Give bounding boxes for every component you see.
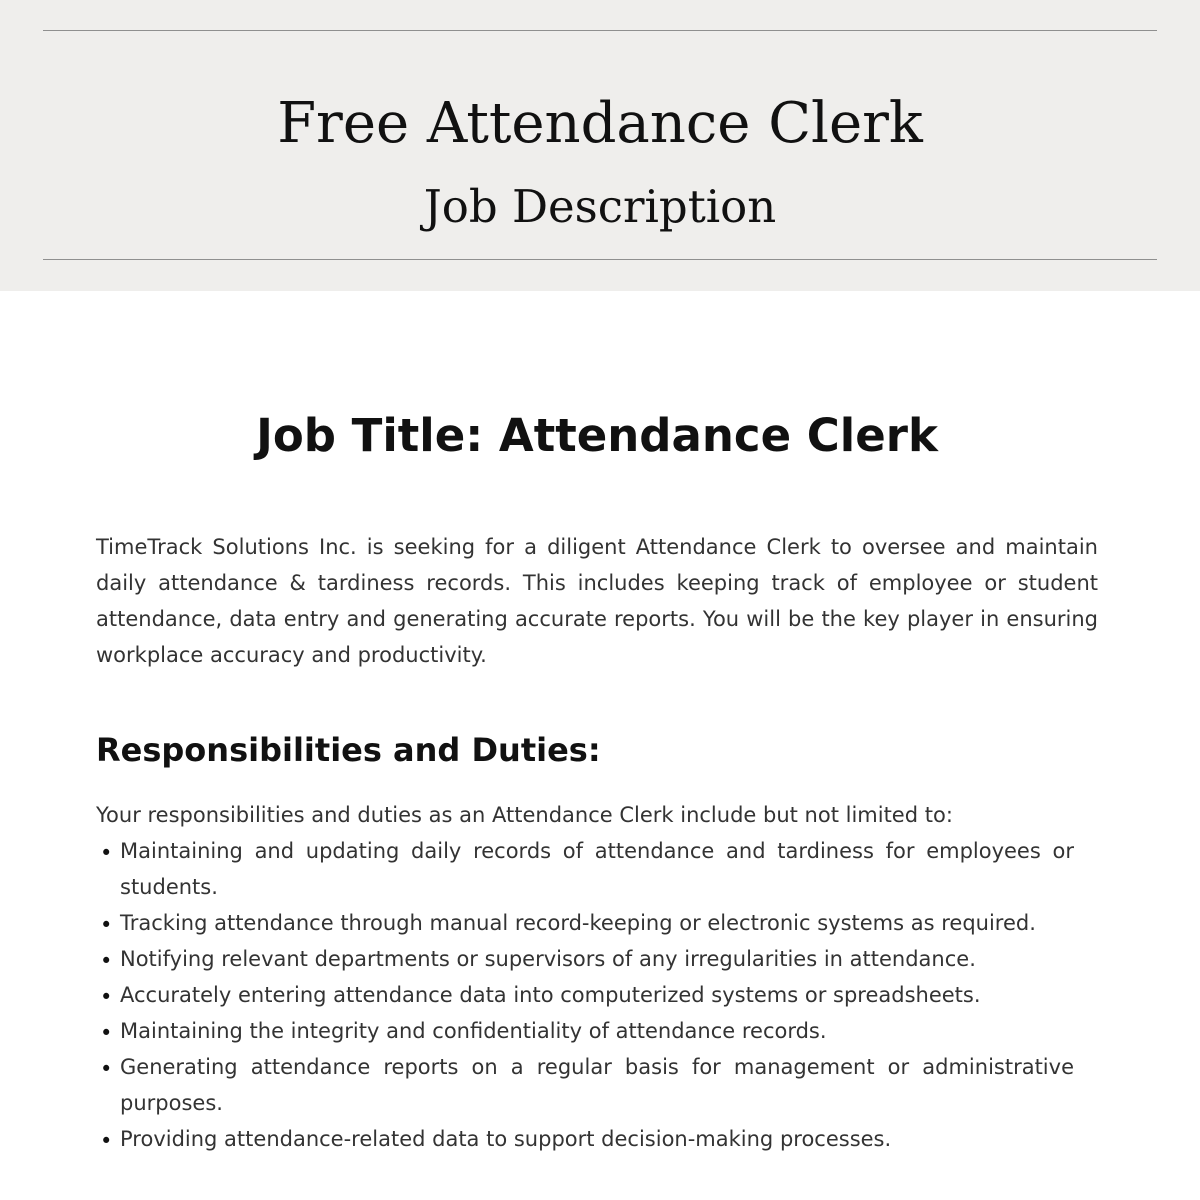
list-item-text: Maintaining and updating daily records of attendance and tardiness for employees or students. [120, 839, 1074, 899]
header-band [0, 0, 1200, 291]
list-item-text: Providing attendance-related data to support decision-making processes. [120, 1127, 892, 1151]
responsibilities-list [96, 833, 1074, 1157]
list-item [96, 905, 1074, 941]
list-item-text: Notifying relevant departments or supervisors of any irregularities in attendance. [120, 947, 976, 971]
list-item-text: Tracking attendance through manual record-keeping or electronic systems as required. [120, 911, 1036, 935]
bullet-icon: • [100, 1021, 113, 1045]
job-title-heading: Job Title: Attendance Clerk [256, 409, 938, 462]
list-item-text: Accurately entering attendance data into computerized systems or spreadsheets. [120, 983, 981, 1007]
bullet-icon: • [100, 913, 113, 937]
responsibilities-heading: Responsibilities and Duties: [96, 731, 601, 769]
header-bottom-divider [43, 259, 1157, 260]
bullet-icon: • [100, 1129, 113, 1153]
list-item [96, 1049, 1074, 1121]
list-item [96, 1013, 1074, 1049]
document-title: Free Attendance Clerk [277, 91, 923, 156]
list-item-text: Maintaining the integrity and confidentiality of attendance records. [120, 1019, 827, 1043]
list-item [96, 833, 1074, 905]
bullet-icon: • [100, 1057, 113, 1081]
list-item-text: Generating attendance reports on a regular basis for management or administrative purposes. [120, 1055, 1074, 1115]
list-item [96, 1121, 1074, 1157]
list-item [96, 941, 1074, 977]
bullet-icon: • [100, 949, 113, 973]
bullet-icon: • [100, 985, 113, 1009]
intro-paragraph: TimeTrack Solutions Inc. is seeking for a diligent Attendance Clerk to oversee and maintain daily attendance & tardiness records. This includes keeping track of employee or student attendance, data entry and generating accurate reports. You will be the key player in ensuring workplace accuracy and productivity. [96, 535, 1098, 667]
list-item [96, 977, 1074, 1013]
responsibilities-lead: Your responsibilities and duties as an Attendance Clerk include but not limited to: [96, 803, 953, 827]
bullet-icon: • [100, 841, 113, 865]
header-top-divider [43, 30, 1157, 31]
document-subtitle: Job Description [423, 180, 777, 233]
